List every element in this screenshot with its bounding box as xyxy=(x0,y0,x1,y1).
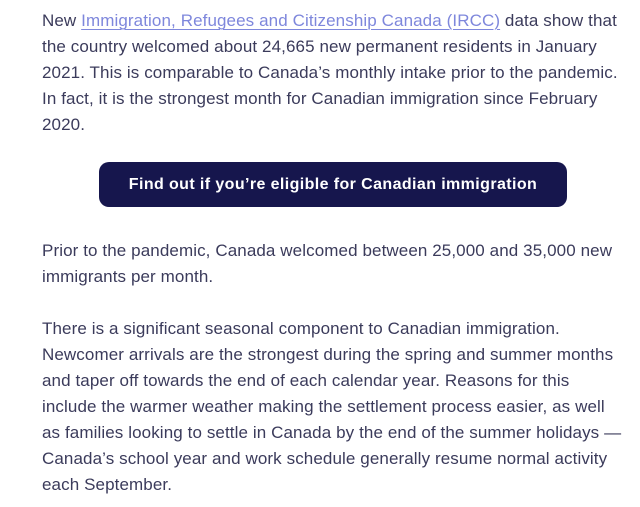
ircc-link[interactable]: Immigration, Refugees and Citizenship Canada (IRCC) xyxy=(81,11,501,30)
eligibility-cta-button[interactable]: Find out if you’re eligible for Canadian immigration xyxy=(99,162,567,207)
intro-text-after-link: data show that the country welcomed about 24,665 new permanent residents in January 2021. This is comparable to Canada’s monthly intake prior to the pandemic. In fact, it is the strongest month for Canadian immigration since February 2020. xyxy=(42,11,618,134)
pre-pandemic-paragraph: Prior to the pandemic, Canada welcomed between 25,000 and 35,000 new immigrants per month. xyxy=(42,241,613,286)
cta-row xyxy=(42,162,624,207)
seasonality-paragraph: There is a significant seasonal component to Canadian immigration. Newcomer arrivals are the strongest during the spring and summer months and taper off towards the end of each calendar year. Reasons for this include the warmer weather making the settlement process easier, as well as families looking to settle in Canada by the end of the summer holidays — Canada’s school year and work schedule generally resume normal activity each September. xyxy=(42,319,622,494)
intro-paragraph xyxy=(42,8,624,138)
intro-text-before-link: New xyxy=(42,11,82,30)
